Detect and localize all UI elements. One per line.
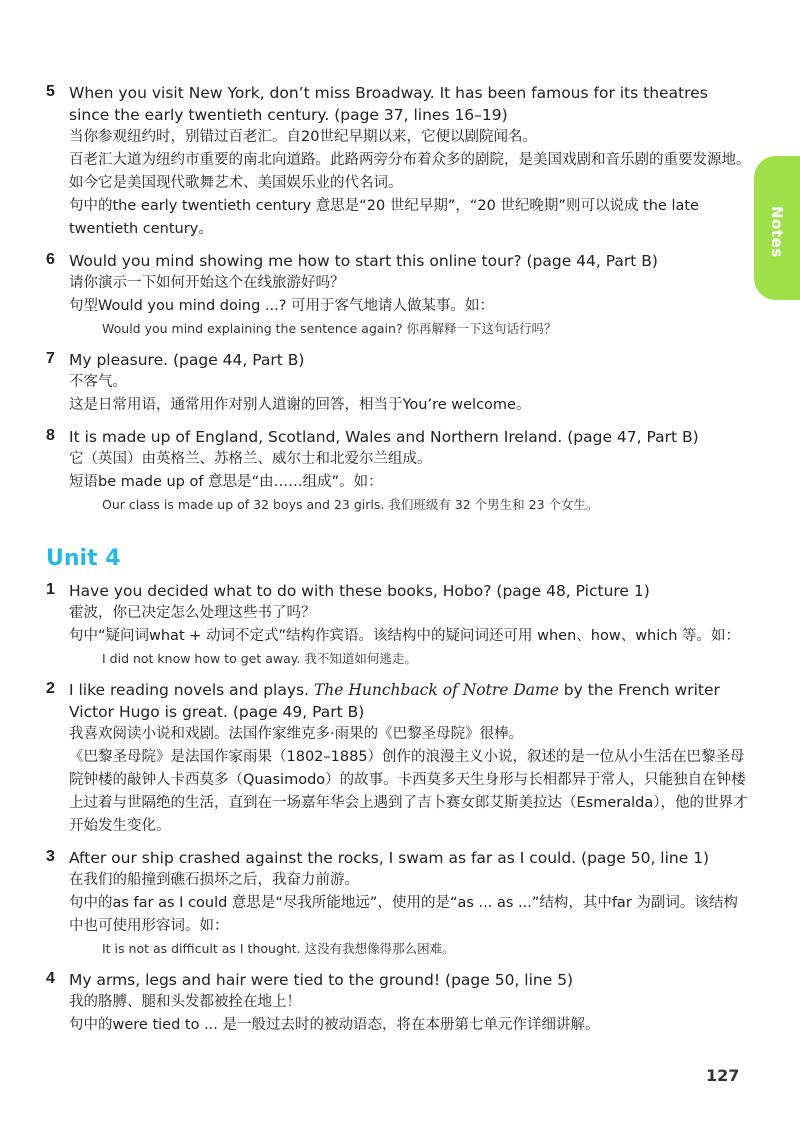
note-example: Our class is made up of 32 boys and 23 girls. 我们班级有 32 个男生和 23 个女生。 — [102, 497, 599, 512]
note-number: 1 — [46, 581, 55, 598]
note-example: It is not as difficult as I thought. 这没有我想像得那么困难。 — [102, 941, 455, 956]
note-number: 2 — [46, 680, 55, 697]
note-chinese: 句中的the early twentieth century 意思是“20 世纪早期”，“20 世纪晚期”则可以说成 the late twentieth century。 — [69, 198, 699, 237]
note-chinese: 我喜欢阅读小说和戏剧。法国作家维克多·雨果的《巴黎圣母院》很棒。 — [69, 726, 524, 742]
note-english: It is made up of England, Scotland, Wales and Northern Ireland. (page 47, Part B) — [69, 428, 699, 446]
book-title: The Hunchback of Notre Dame — [313, 681, 559, 699]
note-item — [46, 349, 752, 417]
note-item — [46, 847, 752, 960]
notes-side-tab — [754, 156, 800, 300]
notes-tab-label: Notes — [768, 206, 786, 258]
note-number: 7 — [46, 350, 55, 367]
note-number: 4 — [46, 970, 55, 987]
note-number: 5 — [46, 83, 55, 100]
note-item — [46, 426, 752, 516]
note-chinese: 《巴黎圣母院》是法国作家雨果（1802–1885）创作的浪漫主义小说，叙述的是一位从小生活在巴黎圣母院钟楼的敲钟人卡西莫多（Quasimodo）的故事。卡西莫多天生身形与长相都异于常人，只能独自在钟楼上过着与世隔绝的生活，直到在一场嘉年华会上遇到了吉卜赛女郎艾斯美拉达（Esmeralda），他的世界才开始发生变化。 — [69, 749, 748, 834]
note-chinese: 句中的were tied to ... 是一般过去时的被动语态，将在本册第七单元作详细讲解。 — [69, 1017, 600, 1033]
page-number: 127 — [706, 1066, 740, 1085]
note-item — [46, 250, 752, 340]
note-example: Would you mind explaining the sentence again? 你再解释一下这句话行吗？ — [102, 321, 557, 336]
unit-heading: Unit 4 — [46, 546, 121, 571]
note-number: 3 — [46, 848, 55, 865]
note-english — [69, 679, 752, 723]
page-content — [46, 82, 752, 1046]
note-item — [46, 580, 752, 670]
note-chinese: 句型Would you mind doing ...? 可用于客气地请人做某事。如： — [69, 298, 495, 314]
note-item — [46, 679, 752, 838]
note-chinese: 霍波，你已决定怎么处理这些书了吗？ — [69, 605, 316, 621]
note-chinese: 这是日常用语，通常用作对别人道谢的回答，相当于You’re welcome。 — [69, 397, 531, 413]
note-chinese: 不客气。 — [69, 374, 127, 390]
note-english: Have you decided what to do with these books, Hobo? (page 48, Picture 1) — [69, 582, 650, 600]
note-chinese: 短语be made up of 意思是“由……组成”。如： — [69, 474, 383, 490]
note-chinese: 它（英国）由英格兰、苏格兰、威尔士和北爱尔兰组成。 — [69, 451, 432, 467]
note-chinese: 在我们的船撞到礁石损坏之后，我奋力前游。 — [69, 872, 359, 888]
note-english: Would you mind showing me how to start this online tour? (page 44, Part B) — [69, 252, 658, 270]
note-english-part: I like reading novels and plays. — [69, 681, 314, 699]
note-english: When you visit New York, don’t miss Broadway. It has been famous for its theatres since the early twentieth century. (page 37, lines 16–19) — [69, 84, 708, 124]
note-english-part: by the French writer Victor Hugo is great. (page 49, Part B) — [69, 681, 720, 721]
note-item — [46, 82, 752, 241]
note-chinese: 请你演示一下如何开始这个在线旅游好吗？ — [69, 275, 345, 291]
note-english: After our ship crashed against the rocks, I swam as far as I could. (page 50, line 1) — [69, 849, 710, 867]
note-chinese: 百老汇大道为纽约市重要的南北向道路。此路两旁分布着众多的剧院，是美国戏剧和音乐剧的重要发源地。如今它是美国现代歌舞艺术、美国娱乐业的代名词。 — [69, 152, 751, 191]
note-chinese: 句中的as far as I could 意思是“尽我所能地远”，使用的是“as ... as ...”结构，其中far 为副词。该结构中也可使用形容词。如： — [69, 895, 738, 934]
note-number: 6 — [46, 251, 55, 268]
note-english: My arms, legs and hair were tied to the ground! (page 50, line 5) — [69, 971, 574, 989]
note-chinese: 句中“疑问词what + 动词不定式”结构作宾语。该结构中的疑问词还可用 when、how、which 等。如： — [69, 628, 741, 644]
note-english: My pleasure. (page 44, Part B) — [69, 351, 305, 369]
note-item — [46, 969, 752, 1037]
note-chinese: 当你参观纽约时，别错过百老汇。自20世纪早期以来，它便以剧院闻名。 — [69, 129, 537, 145]
note-number: 8 — [46, 427, 55, 444]
note-chinese: 我的胳膊、腿和头发都被拴在地上！ — [69, 994, 301, 1010]
note-example: I did not know how to get away. 我不知道如何逃走。 — [102, 651, 417, 666]
